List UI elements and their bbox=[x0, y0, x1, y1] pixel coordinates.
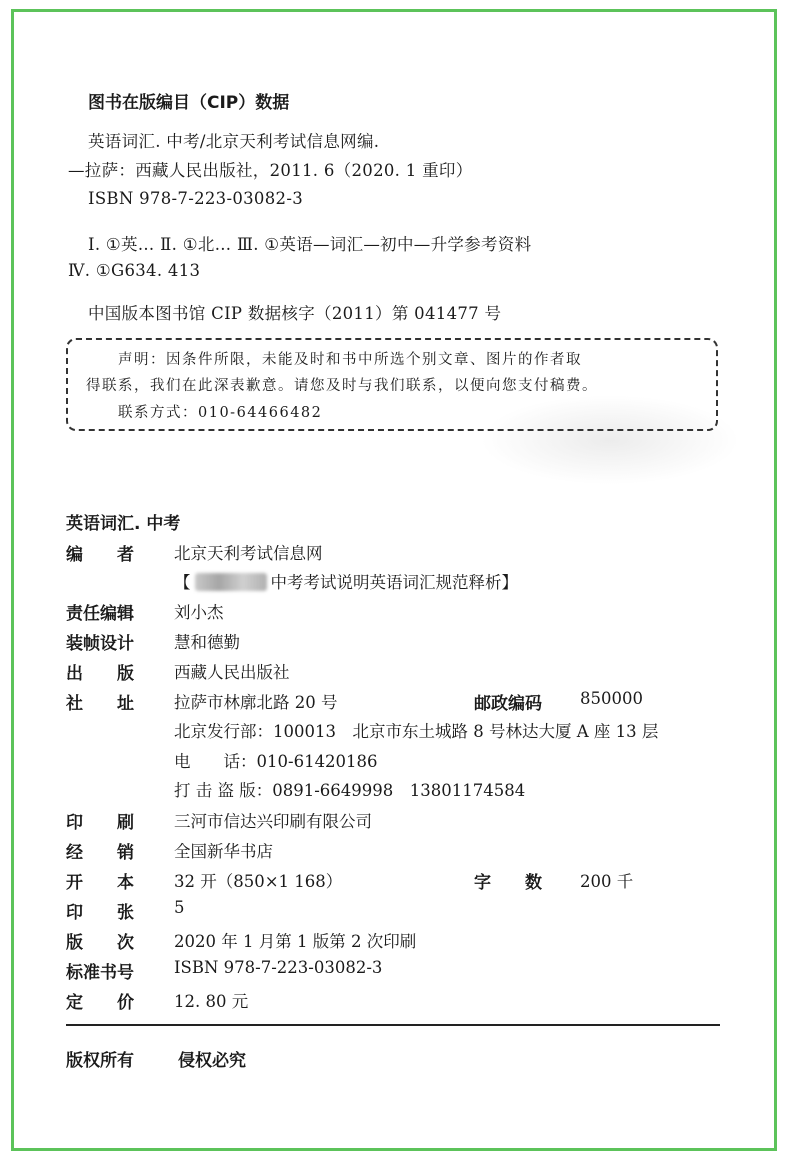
sheets-label: 印 张 bbox=[66, 903, 134, 923]
publisher-value: 西藏人民出版社 bbox=[174, 663, 290, 682]
publisher-label: 出 版 bbox=[66, 664, 134, 684]
printer-value: 三河市信达兴印刷有限公司 bbox=[174, 812, 372, 831]
series-text: 中考考试说明英语词汇规范释析】 bbox=[270, 573, 518, 592]
phone: 电 话：010-61420186 bbox=[174, 752, 378, 771]
words-label: 字 数 bbox=[474, 873, 542, 893]
format-value: 32 开（850×1 168） bbox=[174, 872, 343, 891]
design-label: 装帧设计 bbox=[66, 634, 134, 654]
postcode-value: 850000 bbox=[580, 689, 643, 708]
chief-editor-label: 责任编辑 bbox=[66, 604, 134, 624]
editor-label: 编 者 bbox=[66, 545, 134, 565]
beijing-office: 北京发行部：100013 北京市东土城路 8 号林达大厦 A 座 13 层 bbox=[174, 722, 659, 741]
printer-label: 印 刷 bbox=[66, 813, 134, 833]
edition-value: 2020 年 1 月第 1 版第 2 次印刷 bbox=[174, 932, 417, 951]
price-value: 12. 80 元 bbox=[174, 992, 249, 1011]
cip-title-line: 英语词汇. 中考/北京天利考试信息网编. bbox=[88, 132, 380, 151]
blurred-brand-mark bbox=[195, 573, 267, 591]
address-label: 社 址 bbox=[66, 694, 134, 714]
address-value: 拉萨市林廓北路 20 号 bbox=[174, 693, 338, 712]
anti-piracy: 打 击 盗 版：0891-6649998 13801174584 bbox=[174, 781, 526, 800]
design-value: 慧和德勤 bbox=[174, 633, 240, 652]
book-title: 英语词汇. 中考 bbox=[66, 514, 181, 534]
chief-editor-value: 刘小杰 bbox=[174, 603, 224, 622]
divider-rule bbox=[66, 1024, 720, 1026]
editor-value: 北京天利考试信息网 bbox=[174, 544, 323, 563]
words-value: 200 千 bbox=[580, 872, 634, 891]
distributor-label: 经 销 bbox=[66, 843, 134, 863]
format-label: 开 本 bbox=[66, 873, 134, 893]
cip-publisher-line: —拉萨：西藏人民出版社，2011. 6（2020. 1 重印） bbox=[68, 161, 473, 180]
edition-label: 版 次 bbox=[66, 933, 134, 953]
copyright-label: 版权所有 bbox=[66, 1051, 134, 1071]
cip-classification-1: Ⅰ. ①英… Ⅱ. ①北… Ⅲ. ①英语—词汇—初中—升学参考资料 bbox=[88, 235, 532, 254]
isbn-label: 标准书号 bbox=[66, 963, 134, 983]
distributor-value: 全国新华书店 bbox=[174, 842, 273, 861]
notice-line-2: 得联系，我们在此深表歉意。请您及时与我们联系，以便向您支付稿费。 bbox=[86, 378, 598, 394]
copyright-value: 侵权必究 bbox=[178, 1051, 246, 1071]
notice-line-1: 声明：因条件所限，未能及时和书中所选个别文章、图片的作者取 bbox=[118, 352, 582, 368]
notice-contact: 联系方式：010-64466482 bbox=[118, 405, 323, 421]
cip-heading: 图书在版编目（CIP）数据 bbox=[88, 93, 290, 113]
sheets-value: 5 bbox=[174, 898, 185, 917]
isbn-value: ISBN 978-7-223-03082-3 bbox=[174, 958, 383, 977]
series-bracket: 【 bbox=[174, 573, 191, 592]
series-line bbox=[174, 569, 518, 593]
postcode-label: 邮政编码 bbox=[474, 694, 542, 714]
cip-isbn: ISBN 978-7-223-03082-3 bbox=[88, 189, 304, 208]
cip-verification: 中国版本图书馆 CIP 数据核字（2011）第 041477 号 bbox=[88, 304, 502, 323]
cip-classification-2: Ⅳ. ①G634. 413 bbox=[68, 261, 201, 280]
price-label: 定 价 bbox=[66, 993, 134, 1013]
